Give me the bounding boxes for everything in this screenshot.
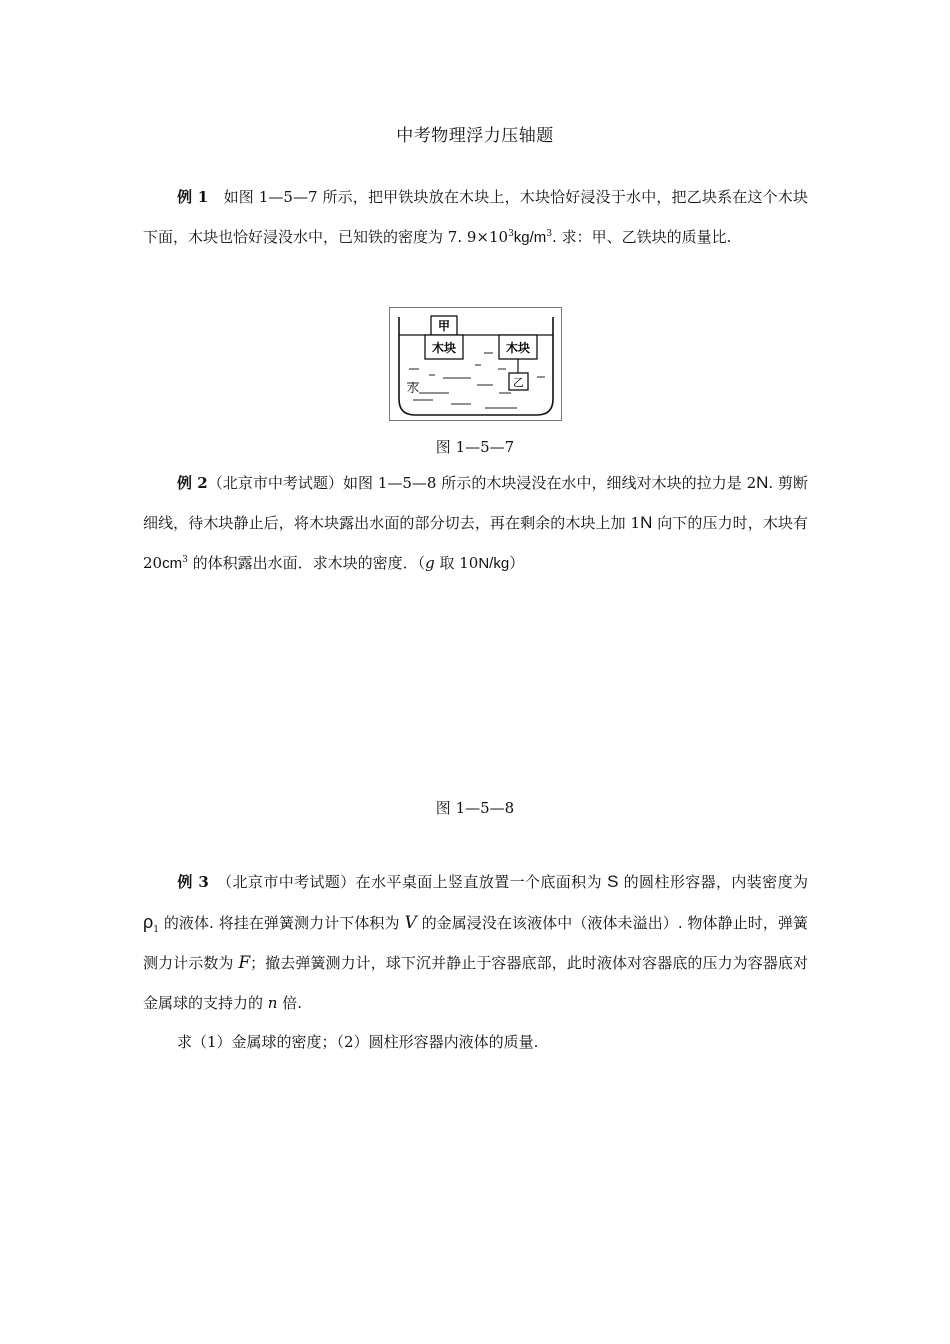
figure-1-5-7 — [389, 307, 562, 421]
example-3-symbol-n: n — [267, 994, 278, 1012]
example-1-exponent: 3 — [508, 229, 514, 239]
example-3-text-e: ；撤去弹簧测力计，球下沉并静止于容器底部，此时液体对容器底的压力为容器底对金属球的支持力的 — [143, 954, 808, 1012]
example-3-text-d: 的金属浸没在该液体中（液体未溢出）. 物体静止时，弹簧测力计示数为 — [143, 914, 809, 972]
example-2-label: 例 2 — [177, 474, 208, 492]
example-2-text-f: ） — [509, 554, 525, 572]
example-1-unit: kg/m — [513, 229, 547, 246]
example-3-question-text: 求（1）金属球的密度；（2）圆柱形容器内液体的质量. — [177, 1033, 539, 1051]
example-1-unit-exponent: 3 — [546, 229, 553, 239]
example-2-text-e: 取 10 — [434, 554, 479, 572]
figure-1-5-7-caption: 图 1—5—7 — [435, 438, 515, 456]
example-2-symbol-g: g — [425, 554, 435, 572]
example-1-label: 例 1 — [177, 188, 209, 206]
label-jia: 甲 — [437, 319, 451, 333]
example-2-unit-cm: cm — [162, 555, 183, 572]
label-wood-left: 木块 — [431, 341, 457, 355]
example-3-text-b: 的圆柱形容器，内装密度为 — [618, 873, 808, 891]
example-2-text-d: 的体积露出水面．求木块的密度．（ — [187, 554, 426, 572]
example-2-paragraph — [143, 463, 808, 584]
page-title: 中考物理浮力压轴题 — [396, 126, 554, 146]
label-water: 水 — [407, 381, 420, 395]
example-3-text-a: （北京市中考试题）在水平桌面上竖直放置一个底面积为 — [224, 873, 608, 891]
example-1-text-b: . 求：甲、乙铁块的质量比. — [552, 228, 732, 246]
figure-frame — [390, 308, 562, 421]
example-2-unit-n-1: N — [756, 473, 769, 492]
example-2-text-c: 向下的压力时，木块有 20 — [143, 514, 808, 572]
example-1-text-a: 如图 1—5—7 所示，把甲铁块放在木块上，木块恰好浸没于水中，把乙块系在这个木块下面，木块也恰好浸没水中，已知铁的密度为 7. 9×10 — [143, 188, 808, 246]
example-3-label: 例 3 — [177, 873, 209, 891]
example-2-text-b: . 剪断细线，待木块静止后，将木块露出水面的部分切去，再在剩余的木块上加 1 — [143, 474, 808, 532]
label-wood-right: 木块 — [505, 341, 531, 355]
example-3-text-f: 倍. — [277, 994, 302, 1012]
example-3-question — [143, 1022, 808, 1062]
label-yi: 乙 — [513, 376, 524, 389]
example-3-symbol-v: V — [404, 913, 417, 933]
example-3-paragraph — [143, 862, 808, 1023]
example-3-symbol-f: F — [238, 953, 251, 973]
example-2-unit-nkg: N/kg — [478, 555, 510, 572]
example-3-symbol-s: S — [607, 872, 619, 891]
example-2-text-a: （北京市中考试题）如图 1—5—8 所示的木块浸没在水中，细线对木块的拉力是 2 — [207, 474, 757, 492]
example-3-rho-subscript: 1 — [153, 925, 159, 935]
example-2-unit-n-2: N — [640, 513, 653, 532]
example-2-unit-cm-exponent: 3 — [182, 555, 188, 565]
example-3-symbol-rho: ρ — [143, 912, 154, 932]
figure-1-5-8-caption: 图 1—5—8 — [435, 799, 515, 817]
example-1-paragraph — [143, 177, 808, 258]
example-3-text-c: 的液体. 将挂在弹簧测力计下体积为 — [158, 914, 405, 932]
